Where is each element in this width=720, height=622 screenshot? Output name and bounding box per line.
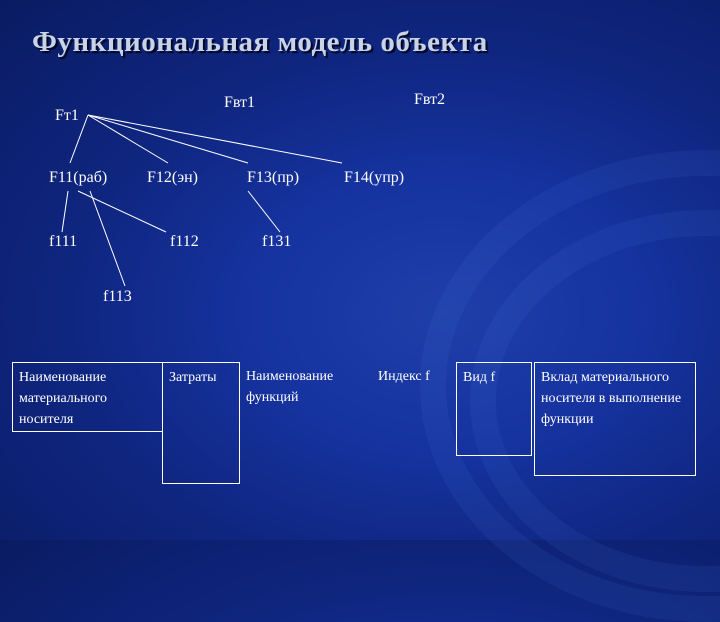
slide-title: Функциональная модель объекта [32,26,488,58]
node-f12: F12(эн) [147,169,198,186]
edge-ft1-f14 [88,115,342,163]
node-f11: F11(раб) [49,169,108,186]
edge-f13-f131 [248,191,280,232]
node-fvt2: Fвт2 [414,91,446,108]
node-f131: f131 [262,233,292,250]
edge-f11-f112 [78,191,166,232]
node-f112: f112 [170,233,199,250]
edge-f11-f111 [62,191,68,232]
table-header-carrier-contribution: Вклад материального носителя в выполнение функции [534,362,696,476]
node-f111: f111 [49,233,78,250]
table-header-carrier-name: Наименование материального носителя [12,362,163,432]
node-f14: F14(упр) [344,169,405,186]
node-ft1: Fт1 [55,107,79,124]
table-header-f-type: Вид f [456,362,532,456]
node-fvt1: Fвт1 [224,94,256,111]
node-f113: f113 [103,288,132,305]
node-f13: F13(пр) [247,169,300,186]
edge-ft1-f13 [88,115,248,163]
table-header-f-index: Индекс f [378,369,430,384]
table-header-function-name: Наименование функций [246,369,334,405]
table-header-costs: Затраты [162,362,240,484]
